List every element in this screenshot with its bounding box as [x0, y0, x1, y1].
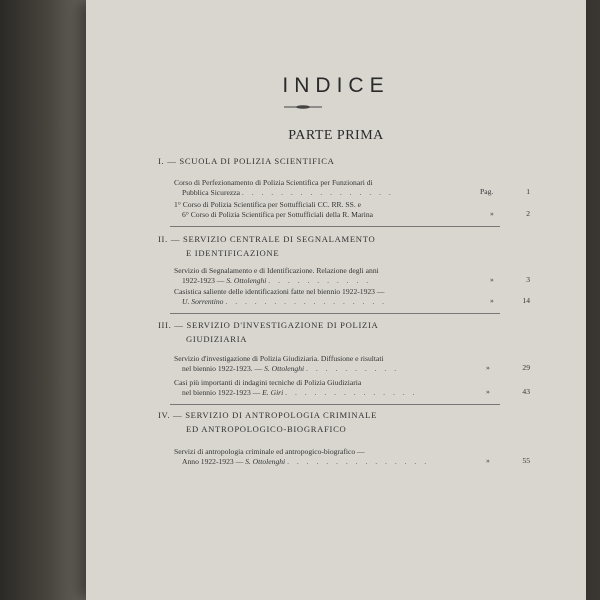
same-mark: »: [486, 456, 490, 465]
entry-line: nel biennio 1922-1923 — E. Giri . . . . . . . . . . . . . .: [182, 387, 418, 397]
toc-entry: [174, 447, 514, 466]
entry-line-text: Anno 1922-1923 —: [182, 456, 244, 466]
entry-line-text: nel biennio 1922-1923 —: [182, 387, 261, 397]
entry-page-number: 1: [526, 187, 530, 196]
same-mark: »: [486, 363, 490, 372]
same-mark: »: [490, 209, 494, 218]
entry-page-number: 3: [526, 275, 530, 284]
book-spine-shadow: [0, 0, 86, 600]
ornament-divider: [284, 104, 322, 110]
section-heading-line: IV. — SERVIZIO DI ANTROPOLOGIA CRIMINALE: [158, 410, 378, 420]
entry-page-number: 14: [522, 296, 530, 305]
entry-page-number: 43: [522, 387, 530, 396]
entry-line: Anno 1922-1923 — S. Ottolenghi . . . . . . . . . . . . . . .: [182, 456, 430, 466]
same-mark: »: [486, 387, 490, 396]
toc-entry: [174, 178, 514, 197]
entry-line: Casi più importanti di indagini tecniche di Polizia Giudiziaria: [174, 378, 362, 387]
index-page: [86, 0, 586, 600]
toc-entry: [174, 287, 514, 306]
entry-line: nel biennio 1922-1923. — S. Ottolenghi . . . . . . . . . .: [182, 363, 400, 373]
entry-line-text: nel biennio 1922-1923. —: [182, 363, 263, 373]
section-heading: [158, 408, 498, 436]
entry-author: U. Sorrentino: [182, 296, 224, 306]
section-divider: [170, 404, 500, 405]
entry-line: Pubblica Sicurezza . . . . . . . . . . . . . . . .: [182, 187, 394, 197]
section-heading: [158, 154, 498, 168]
entry-author: S. Ottolenghi: [226, 275, 267, 285]
entry-line-text: Pubblica Sicurezza: [182, 187, 240, 197]
entry-author: S. Ottolenghi: [264, 363, 305, 373]
section-heading-line: III. — SERVIZIO D'INVESTIGAZIONE DI POLIZIA: [158, 320, 379, 330]
section-heading-line: I. — SCUOLA DI POLIZIA SCIENTIFICA: [158, 156, 335, 166]
entry-author: E. Giri: [262, 387, 284, 397]
entry-line: Casistica saliente delle identificazioni fatte nel biennio 1922-1923 —: [174, 287, 385, 296]
section-heading: [158, 232, 498, 260]
entry-line: Corso di Perfezionamento di Polizia Scientifica per Funzionari di: [174, 178, 373, 187]
section-divider: [170, 226, 500, 227]
entry-line-text: 1922-1923 —: [182, 275, 225, 285]
section-heading: [158, 318, 498, 346]
entry-line: 1922-1923 — S. Ottolenghi . . . . . . . . . . .: [182, 275, 372, 285]
page-label: Pag.: [480, 187, 494, 196]
entry-line: Servizio d'investigazione di Polizia Giudiziaria. Diffusione e risultati: [174, 354, 384, 363]
entry-line: U. Sorrentino . . . . . . . . . . . . . . . . .: [182, 296, 388, 306]
section-heading-line: GIUDIZIARIA: [186, 334, 248, 344]
toc-entry: [174, 266, 514, 285]
section-heading-line: ED ANTROPOLOGICO-BIOGRAFICO: [186, 424, 347, 434]
section-heading-line: II. — SERVIZIO CENTRALE DI SEGNALAMENTO: [158, 234, 376, 244]
entry-page-number: 29: [522, 363, 530, 372]
toc-entry: [174, 200, 514, 219]
toc-entry: [174, 354, 514, 373]
entry-author: S. Ottolenghi: [245, 456, 286, 466]
entry-line: 1° Corso di Polizia Scientifica per Sottufficiali CC. RR. SS. e: [174, 200, 362, 209]
entry-page-number: 2: [526, 209, 530, 218]
section-divider: [170, 313, 500, 314]
page-title: INDICE: [282, 74, 390, 97]
entry-line: Servizio di Segnalamento e di Identificazione. Relazione degli anni: [174, 266, 379, 275]
toc-entry: [174, 378, 514, 397]
entry-line: Servizi di antropologia criminale ed antropogico-biografico —: [174, 447, 365, 456]
section-heading-line: E IDENTIFICAZIONE: [186, 248, 280, 258]
entry-page-number: 55: [522, 456, 530, 465]
same-mark: »: [490, 296, 494, 305]
part-heading: PARTE PRIMA: [288, 128, 384, 143]
entry-line: 6° Corso di Polizia Scientifica per Sottufficiali della R. Marina: [182, 209, 374, 219]
same-mark: »: [490, 275, 494, 284]
